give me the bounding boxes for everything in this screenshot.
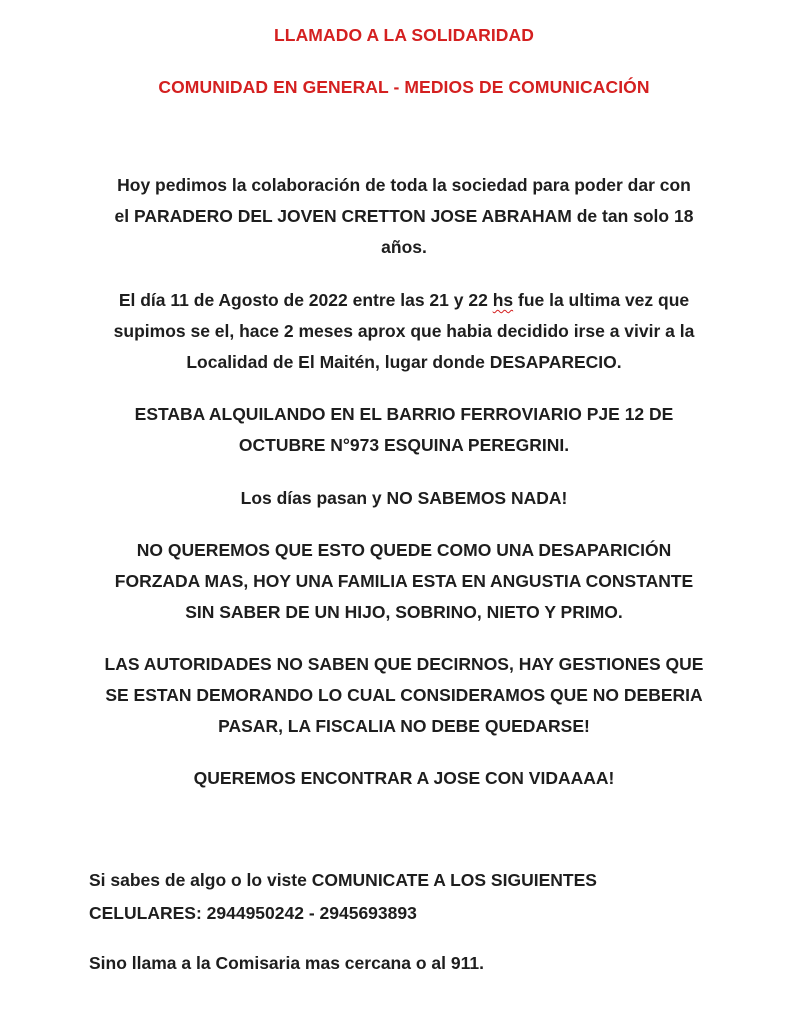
contact-phones: CELULARES: 2944950242 - 2945693893 (89, 903, 417, 923)
paragraph-authorities (60, 649, 748, 742)
paragraph-plea (60, 763, 748, 794)
paragraph-line: LAS AUTORIDADES NO SABEN QUE DECIRNOS, HAY GESTIONES QUE (104, 654, 704, 674)
paragraph-line: ESTABA ALQUILANDO EN EL BARRIO FERROVIARIO PJE 12 DE (134, 404, 674, 424)
paragraph-line: NO QUEREMOS QUE ESTO QUEDE COMO UNA DESAPARICIÓN (136, 540, 672, 560)
paragraph-line: el PARADERO DEL JOVEN CRETTON JOSE ABRAHAM de tan solo 18 (114, 206, 694, 226)
paragraph-last-seen (60, 285, 748, 378)
paragraph-line: supimos se el, hace 2 meses aprox que habia decidido irse a vivir a la (113, 321, 695, 341)
flyer-title: LLAMADO A LA SOLIDARIDAD (273, 25, 534, 45)
paragraph-days-pass (60, 483, 748, 514)
text-fragment: fue la ultima vez que (513, 290, 690, 310)
contact-block (89, 864, 769, 930)
paragraph-line (60, 285, 748, 316)
paragraph-line: PASAR, LA FISCALIA NO DEBE QUEDARSE! (218, 716, 590, 736)
paragraph-line: años. (381, 237, 427, 257)
paragraph-line: QUEREMOS ENCONTRAR A JOSE CON VIDAAAA! (193, 768, 615, 788)
paragraph-line: Los días pasan y NO SABEMOS NADA! (240, 488, 568, 508)
contact-line: Sino llama a la Comisaria mas cercana o al 911. (89, 953, 484, 973)
flyer-subtitle: COMUNIDAD EN GENERAL - MEDIOS DE COMUNICACIÓN (158, 77, 650, 97)
contact-line: Si sabes de algo o lo viste COMUNICATE A LOS SIGUIENTES (89, 870, 597, 890)
paragraph-address (60, 399, 748, 461)
paragraph-line: SIN SABER DE UN HIJO, SOBRINO, NIETO Y PRIMO. (185, 602, 623, 622)
paragraph-line: FORZADA MAS, HOY UNA FAMILIA ESTA EN ANGUSTIA CONSTANTE (114, 571, 694, 591)
spellcheck-marked-word: hs (492, 290, 514, 310)
paragraph-line: OCTUBRE N°973 ESQUINA PEREGRINI. (238, 435, 570, 455)
text-fragment: El día 11 de Agosto de 2022 entre las 21 y 22 (118, 290, 493, 310)
paragraph-request (60, 170, 748, 263)
emergency-note (89, 947, 769, 980)
paragraph-forced-disappearance (60, 535, 748, 628)
paragraph-line: Hoy pedimos la colaboración de toda la sociedad para poder dar con (117, 175, 691, 195)
paragraph-line: Localidad de El Maitén, lugar donde DESAPARECIO. (186, 352, 622, 372)
paragraph-line: SE ESTAN DEMORANDO LO CUAL CONSIDERAMOS QUE NO DEBERIA (105, 685, 703, 705)
